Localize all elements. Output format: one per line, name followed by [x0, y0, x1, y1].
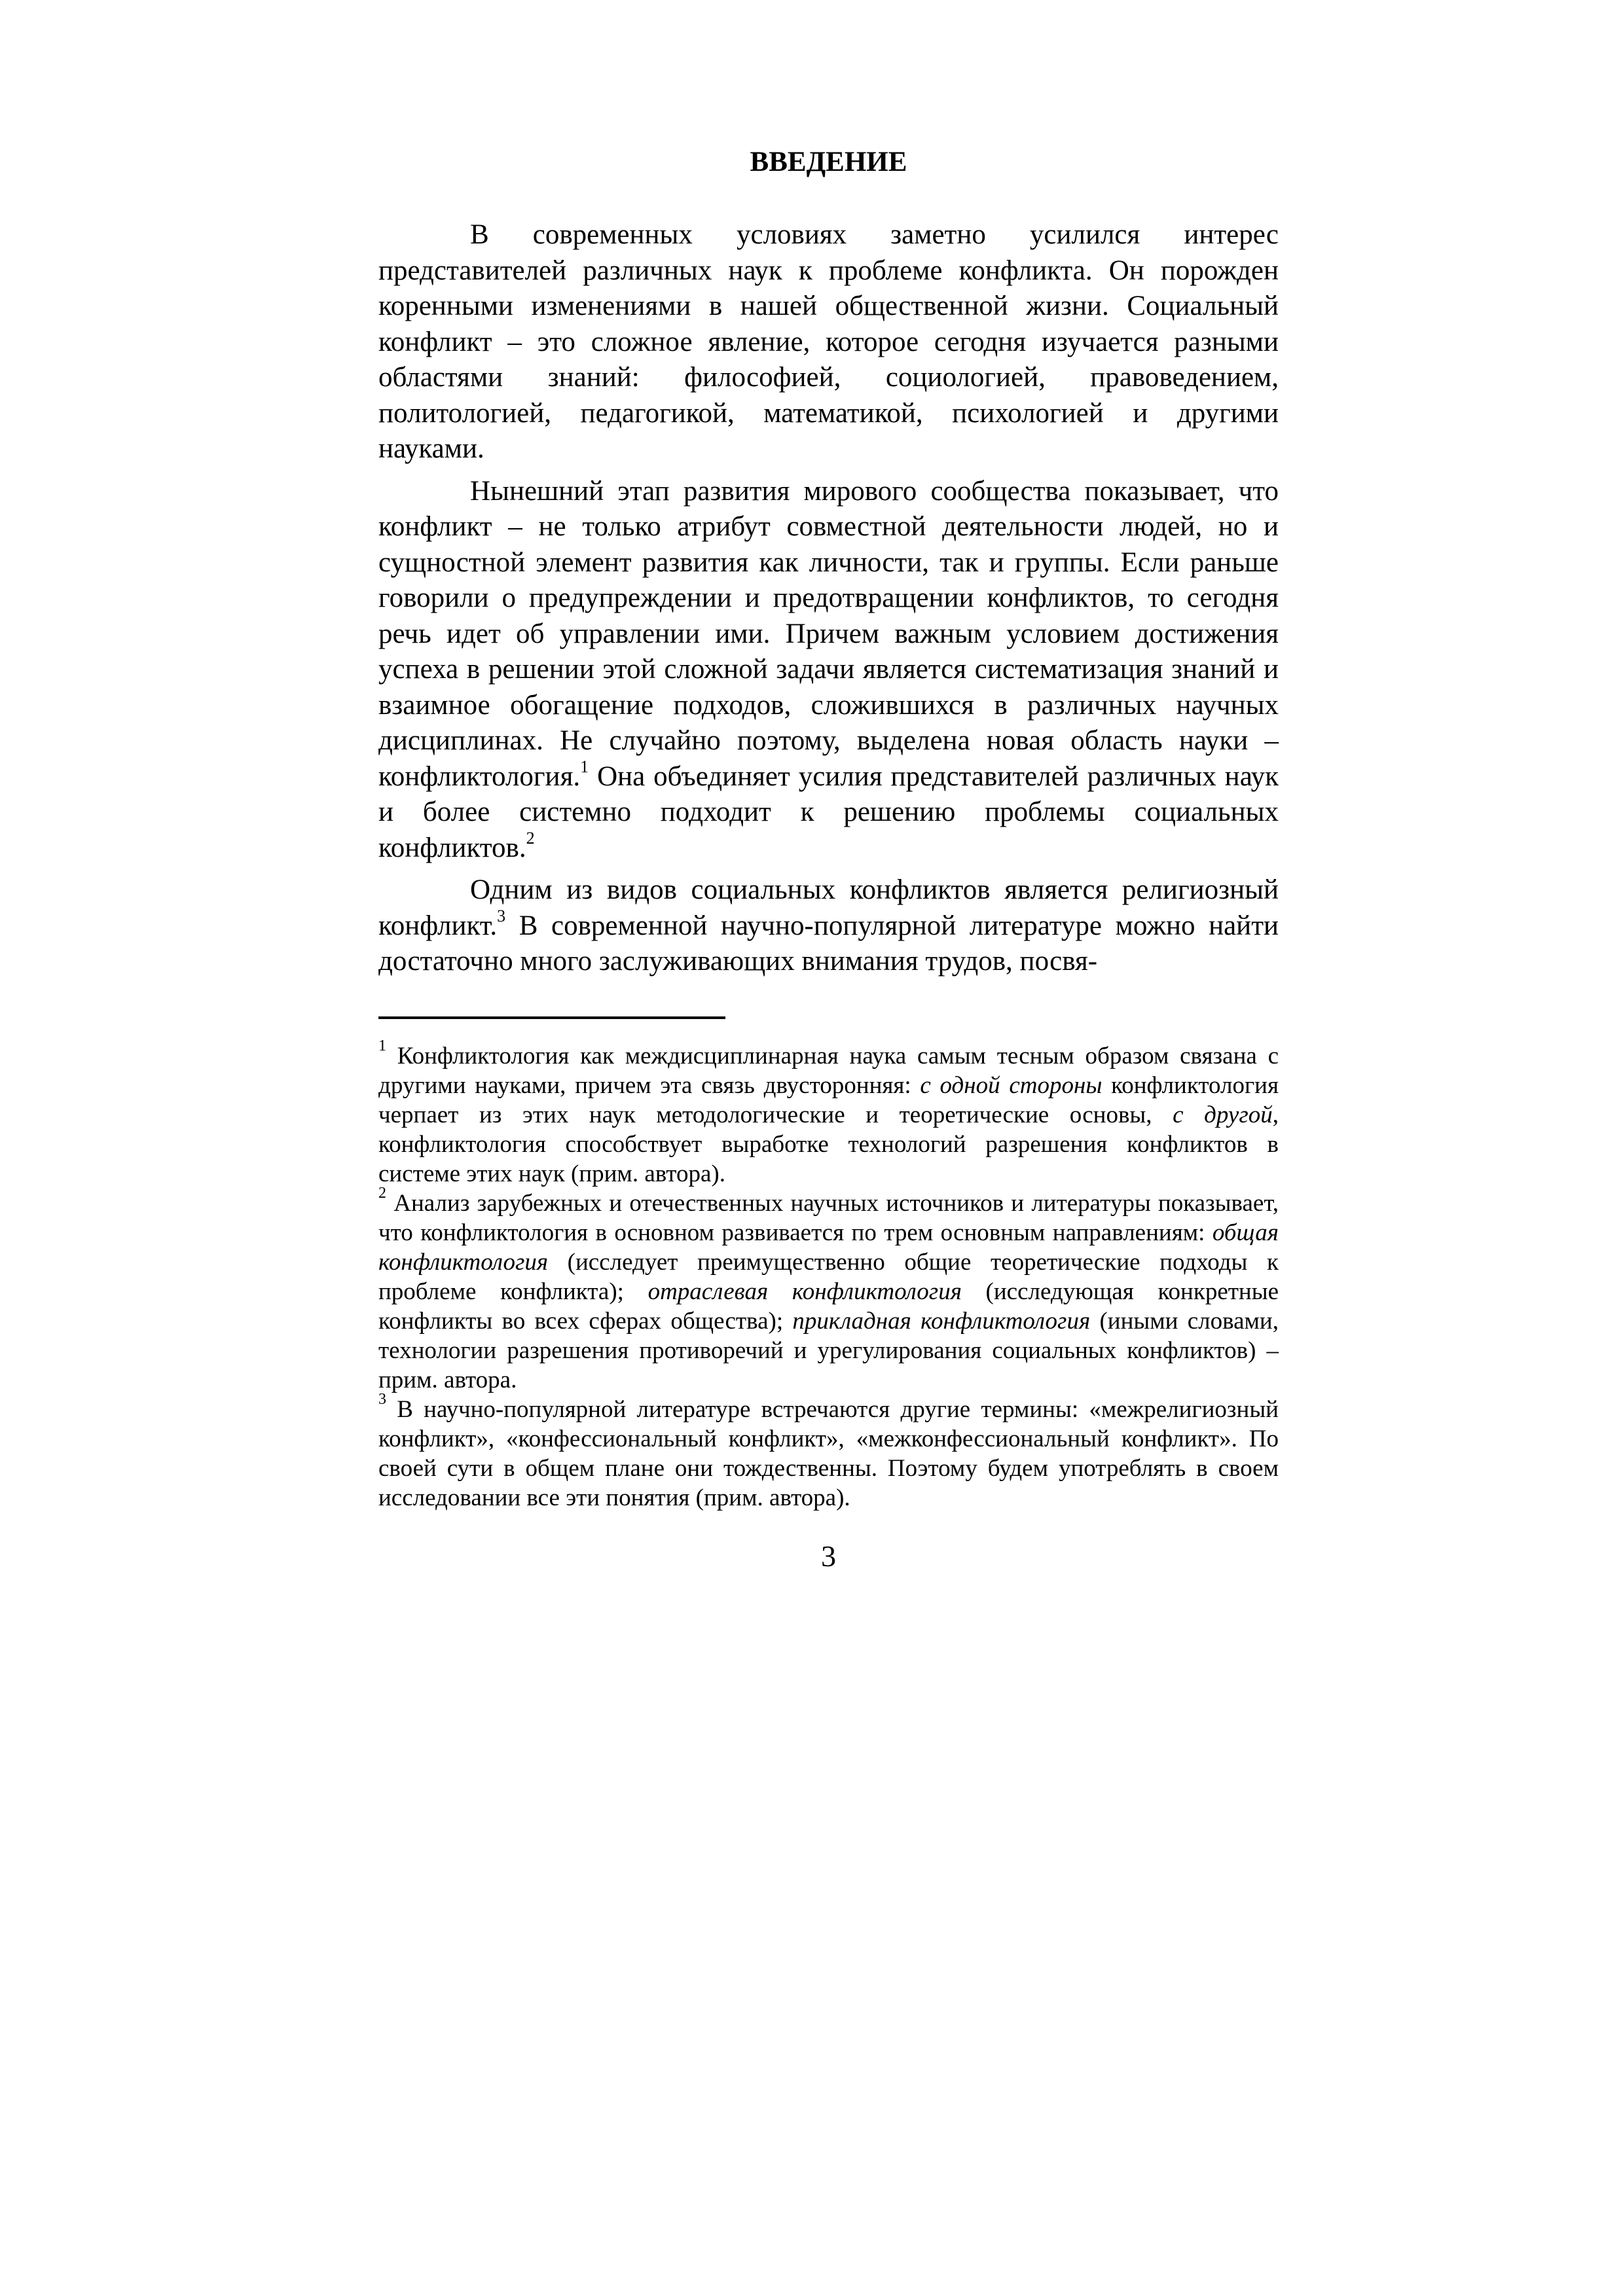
footnote	[378, 1391, 1279, 1513]
text-run: (иными словами, технологии разрешения противоречий и урегулирования социальных конфликтов) – прим. автора.	[378, 1307, 1279, 1393]
italic-term: прикладная конфликтология	[792, 1307, 1091, 1335]
footnote-marker: 1	[580, 757, 589, 777]
footnote	[378, 1185, 1279, 1395]
page-title: ВВЕДЕНИЕ	[750, 147, 907, 177]
text-run: (исследующая конкретные конфликты во всех сферах общества);	[378, 1278, 1279, 1335]
footnote-marker: 2	[526, 829, 535, 848]
text-run: В современной научно-популярной литературе можно найти достаточно много заслуживающих внимания трудов, посвя-	[378, 910, 1279, 977]
text-run: Конфликтология как междисциплинарная наука самым тесным образом связана с другими науками, причем эта связь двусторонняя:	[378, 1042, 1279, 1099]
paragraph	[378, 872, 1279, 980]
text-run: , конфликтология способствует выработке технологий разрешения конфликтов в системе этих наук (прим. автора).	[378, 1101, 1279, 1187]
italic-term: отраслевая конфликтология	[647, 1278, 962, 1305]
text-run: Одним из видов социальных конфликтов является религиозный конфликт.	[378, 874, 1279, 941]
text-run: Анализ зарубежных и отечественных научных источников и литературы показывает, что конфликтология в основном развивается по трем основным направлениям:	[378, 1189, 1279, 1246]
page-number: 3	[821, 1539, 836, 1573]
footnote-marker: 1	[378, 1037, 386, 1055]
paragraph	[378, 217, 1279, 467]
footnotes	[378, 1037, 1279, 1513]
footnote	[378, 1037, 1279, 1189]
text-run: В современных условиях заметно усилился интерес представителей различных наук к проблеме конфликта. Он порожден коренными изменениями в нашей общественной жизни. Социальный конфликт – это сложное явление, которое сегодня изучается разными областями знаний: философией, социологией, правоведением, политологией, педагогикой, математикой, психологией и другими науками.	[378, 219, 1279, 464]
footnote-marker: 2	[378, 1185, 386, 1202]
footnote-marker: 3	[378, 1391, 386, 1408]
paragraph	[378, 474, 1279, 867]
text-run: Нынешний этап развития мирового сообщества показывает, что конфликт – не только атрибут совместной деятельности людей, но и сущностной элемент развития как личности, так и группы. Если раньше говорили о предупреждении и предотвращении конфликтов, то сегодня речь идет об управлении ими. Причем важным условием достижения успеха в решении этой сложной задачи является систематизация знаний и взаимное обогащение подходов, сложившихся в различных научных дисциплинах. Не случайно поэтому, выделена новая область науки – конфликтология.	[378, 475, 1279, 792]
italic-term: с другой	[1173, 1101, 1273, 1128]
page-content	[378, 145, 1279, 1574]
main-text	[378, 217, 1279, 980]
text-run: (исследует преимущественно общие теоретические подходы к проблеме конфликта);	[378, 1248, 1279, 1305]
footnote-separator	[378, 1016, 725, 1019]
italic-term: общая конфликтология	[378, 1219, 1279, 1276]
italic-term: с одной стороны	[920, 1071, 1103, 1099]
text-run: Она объединяет усилия представителей различных наук и более системно подходит к решению проблемы социальных конфликтов.	[378, 761, 1279, 863]
text-run: конфликтология черпает из этих наук методологические и теоретические основы,	[378, 1071, 1279, 1128]
text-run: В научно-популярной литературе встречаются другие термины: «межрелигиозный конфликт», «конфессиональный конфликт», «межконфессиональный конфликт». По своей сути в общем плане они тождественны. Поэтому будем употреблять в своем исследовании все эти понятия (прим. автора).	[378, 1395, 1279, 1511]
footnote-marker: 3	[497, 906, 506, 926]
